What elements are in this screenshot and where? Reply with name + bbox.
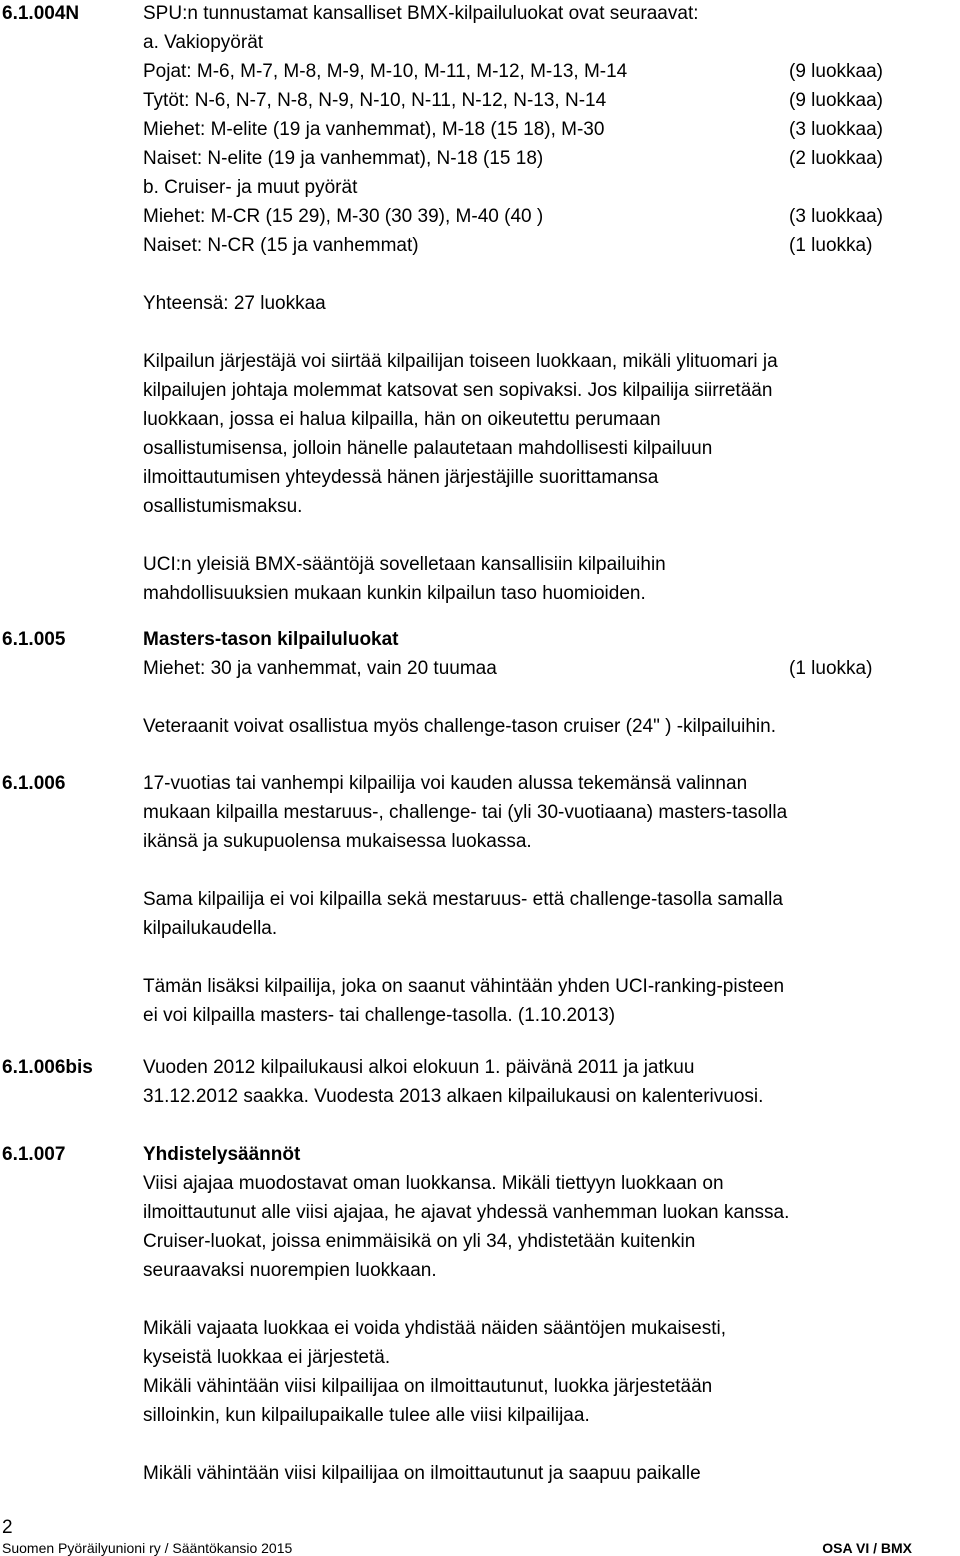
paragraph xyxy=(143,972,960,1030)
class-row-text: Pojat: M-6, M-7, M-8, M-9, M-10, M-11, M-12, M-13, M-14 xyxy=(143,61,628,82)
paragraph-line: Tämän lisäksi kilpailija, joka on saanut vähintään yhden UCI-ranking-pisteen xyxy=(143,976,785,997)
paragraph-line: Viisi ajajaa muodostavat oman luokkansa. Mikäli tiettyyn luokkaan on xyxy=(143,1173,724,1194)
section-title: Masters-tason kilpailuluokat xyxy=(143,629,399,650)
class-row-count: (3 luokkaa) xyxy=(789,119,883,140)
class-row-count: (9 luokkaa) xyxy=(789,61,883,82)
class-row-count: (1 luokka) xyxy=(789,235,873,256)
paragraph xyxy=(143,769,960,856)
intro-text: SPU:n tunnustamat kansalliset BMX-kilpailuluokat ovat seuraavat: xyxy=(143,3,699,24)
class-row-count: (3 luokkaa) xyxy=(789,206,883,227)
paragraph xyxy=(143,1169,960,1285)
paragraph-line: Cruiser-luokat, joissa enimmäisikä on yli 34, yhdistetään kuitenkin xyxy=(143,1231,696,1252)
subheading-b: b. Cruiser- ja muut pyörät xyxy=(143,177,358,198)
paragraph-line: Vuoden 2012 kilpailukausi alkoi elokuun 1. päivänä 2011 ja jatkuu xyxy=(143,1057,695,1078)
paragraph-line: silloinkin, kun kilpailupaikalle tulee alle viisi kilpailijaa. xyxy=(143,1405,590,1426)
paragraph xyxy=(143,550,960,608)
paragraph-line: ilmoittautumisen yhteydessä hänen järjestäjille suorittamansa xyxy=(143,467,659,488)
section-body xyxy=(143,0,960,608)
class-row xyxy=(143,115,960,144)
subheading-a: a. Vakiopyörät xyxy=(143,32,264,53)
class-row xyxy=(143,654,960,683)
paragraph-line: osallistumismaksu. xyxy=(143,496,303,517)
section-number: 6.1.006 xyxy=(2,773,66,794)
paragraph-line: 17-vuotias tai vanhempi kilpailija voi kauden alussa tekemänsä valinnan xyxy=(143,773,748,794)
section-body xyxy=(143,769,960,1030)
paragraph-line: mukaan kilpailla mestaruus-, challenge- tai (yli 30-vuotiaana) masters-tasolla xyxy=(143,802,788,823)
paragraph-line: Mikäli vähintään viisi kilpailijaa on ilmoittautunut, luokka järjestetään xyxy=(143,1376,713,1397)
page-number: 2 xyxy=(2,1517,13,1538)
paragraph xyxy=(143,1314,960,1430)
section-title: Yhdistelysäännöt xyxy=(143,1144,301,1165)
paragraph-line: ikänsä ja sukupuolensa mukaisessa luokassa. xyxy=(143,831,532,852)
footer-right-text: OSA VI / BMX xyxy=(822,1540,912,1556)
paragraph-line: kilpailujen johtaja molemmat katsovat sen sopivaksi. Jos kilpailija siirretään xyxy=(143,380,773,401)
paragraph-line: luokkaan, jossa ei halua kilpailla, hän on oikeutettu perumaan xyxy=(143,409,661,430)
paragraph-line: osallistumisensa, jolloin hänelle palautetaan mahdollisesti kilpailuun xyxy=(143,438,713,459)
class-row-text: Miehet: M-CR (15 29), M-30 (30 39), M-40 (40 ) xyxy=(143,206,544,227)
paragraph-line: 31.12.2012 saakka. Vuodesta 2013 alkaen kilpailukausi on kalenterivuosi. xyxy=(143,1086,764,1107)
class-row-count: (9 luokkaa) xyxy=(789,90,883,111)
section-number: 6.1.004N xyxy=(2,3,80,24)
section-body xyxy=(143,1140,960,1488)
paragraph-line: mahdollisuuksien mukaan kunkin kilpailun taso huomioiden. xyxy=(143,583,646,604)
class-row-text: Miehet: 30 ja vanhemmat, vain 20 tuumaa xyxy=(143,658,497,679)
paragraph-line: kilpailukaudella. xyxy=(143,918,278,939)
paragraph-line: Kilpailun järjestäjä voi siirtää kilpailijan toiseen luokkaan, mikäli ylituomari ja xyxy=(143,351,778,372)
paragraph-line: ei voi kilpailla masters- tai challenge-tasolla. (1.10.2013) xyxy=(143,1005,616,1026)
paragraph-line: Mikäli vajaata luokkaa ei voida yhdistää näiden sääntöjen mukaisesti, xyxy=(143,1318,727,1339)
class-row xyxy=(143,202,960,231)
section-number: 6.1.005 xyxy=(2,629,66,650)
section-number: 6.1.007 xyxy=(2,1144,66,1165)
paragraph xyxy=(143,885,960,943)
paragraph-line: kyseistä luokkaa ei järjestetä. xyxy=(143,1347,391,1368)
paragraph xyxy=(143,347,960,521)
total-line: Yhteensä: 27 luokkaa xyxy=(143,293,326,314)
class-row xyxy=(143,144,960,173)
paragraph-line: Sama kilpailija ei voi kilpailla sekä mestaruus- että challenge-tasolla samalla xyxy=(143,889,783,910)
paragraph-line: UCI:n yleisiä BMX-sääntöjä sovelletaan kansallisiin kilpailuihin xyxy=(143,554,666,575)
footer-left-text: Suomen Pyöräilyunioni ry / Sääntökansio 2015 xyxy=(2,1540,293,1556)
paragraph-line: ilmoittautunut alle viisi ajajaa, he ajavat yhdessä vanhemman luokan kanssa. xyxy=(143,1202,790,1223)
class-row xyxy=(143,57,960,86)
class-row-text: Naiset: N-CR (15 ja vanhemmat) xyxy=(143,235,419,256)
paragraph-line: seuraavaksi nuorempien luokkaan. xyxy=(143,1260,437,1281)
section-body xyxy=(143,625,960,741)
paragraph-line: Mikäli vähintään viisi kilpailijaa on ilmoittautunut ja saapuu paikalle xyxy=(143,1463,701,1484)
paragraph-line: Veteraanit voivat osallistua myös challenge-tason cruiser (24" ) -kilpailuihin. xyxy=(143,716,776,737)
class-row-text: Naiset: N-elite (19 ja vanhemmat), N-18 (15 18) xyxy=(143,148,544,169)
class-row-text: Miehet: M-elite (19 ja vanhemmat), M-18 (15 18), M-30 xyxy=(143,119,605,140)
class-row xyxy=(143,86,960,115)
section-body xyxy=(143,1053,960,1111)
section-number: 6.1.006bis xyxy=(2,1057,93,1078)
class-row-count: (2 luokkaa) xyxy=(789,148,883,169)
class-row xyxy=(143,231,960,260)
class-row-count: (1 luokka) xyxy=(789,658,873,679)
class-row-text: Tytöt: N-6, N-7, N-8, N-9, N-10, N-11, N-12, N-13, N-14 xyxy=(143,90,607,111)
